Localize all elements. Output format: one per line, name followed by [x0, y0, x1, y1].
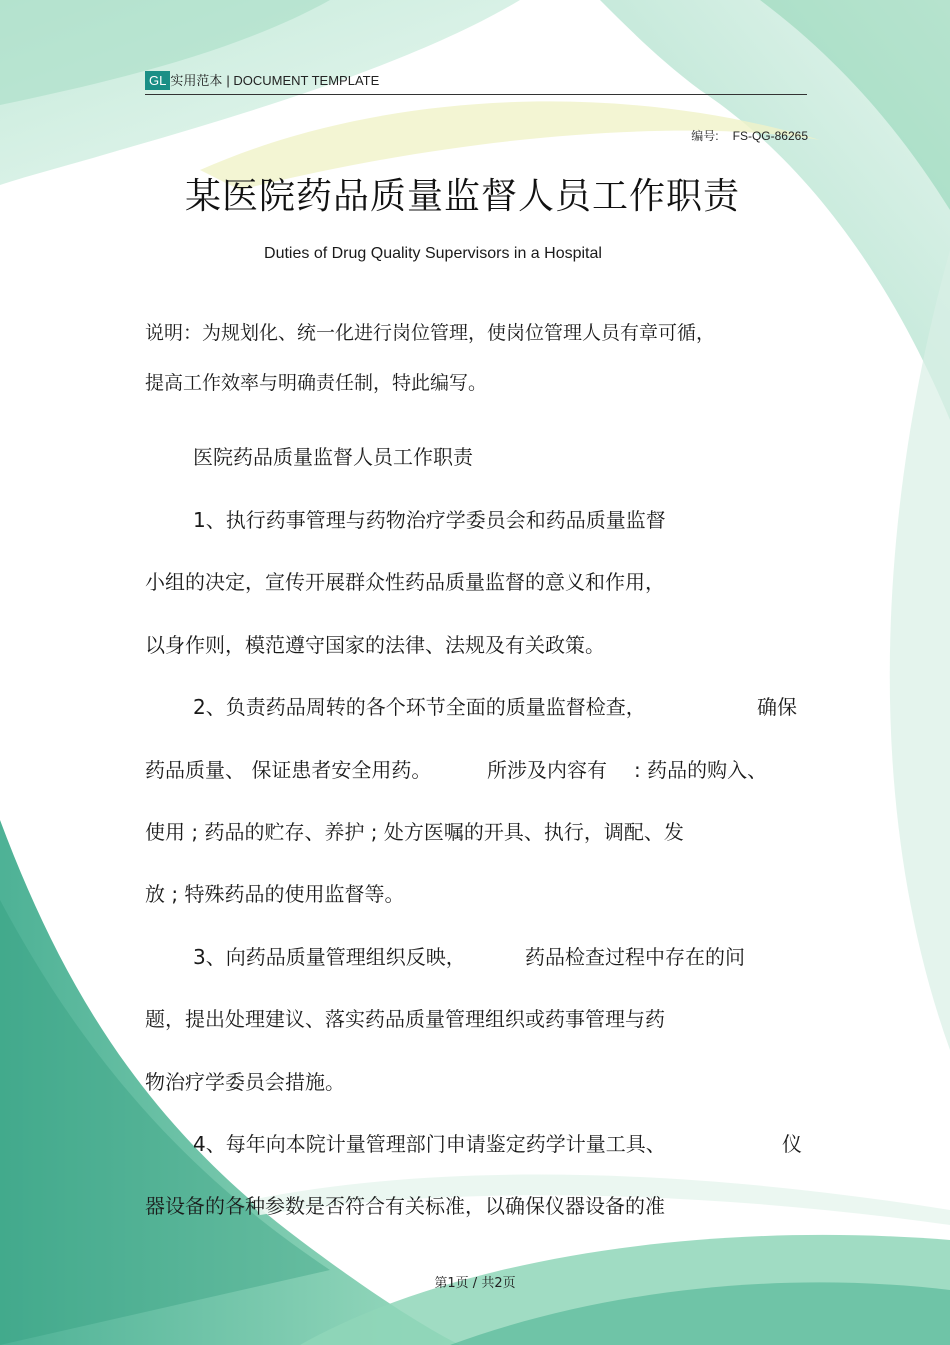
item2-line-3: 使用 ; 药品的贮存、养护 ; 处方医嘱的开具、执行，调配、发 [145, 820, 684, 844]
item3-line-2: 题，提出处理建议、落实药品质量管理组织或药事管理与药 [145, 1007, 665, 1031]
document-number [691, 127, 808, 144]
item3-line-1b: 药品检查过程中存在的问 [525, 945, 745, 969]
item3-line-1a: 3、向药品质量管理组织反映， [193, 945, 466, 969]
gl-logo: GL [145, 71, 170, 90]
item1-line-3: 以身作则，模范遵守国家的法律、法规及有关政策。 [145, 633, 605, 657]
item4-line-1b: 仪 [782, 1132, 802, 1156]
item4-line-1a: 4、每年向本院计量管理部门申请鉴定药学计量工具、 [193, 1132, 666, 1156]
section-heading: 医院药品质量监督人员工作职责 [193, 445, 473, 469]
page-title: 某医院药品质量监督人员工作职责 [184, 176, 740, 217]
item2-line-2b: 所涉及内容有 [487, 758, 607, 782]
item3-line-3: 物治疗学委员会措施。 [145, 1070, 345, 1094]
item2-line-2a: 药品质量、 保证患者安全用药。 [145, 758, 432, 782]
item1-line-1: 1、执行药事管理与药物治疗学委员会和药品质量监督 [193, 508, 666, 532]
doc-number-label: 编号: [691, 129, 719, 143]
item1-line-2: 小组的决定，宣传开展群众性药品质量监督的意义和作用， [145, 570, 665, 594]
page-footer: 第1页 / 共2页 [434, 1276, 516, 1291]
item4-line-2: 器设备的各种参数是否符合有关标准，以确保仪器设备的准 [145, 1194, 665, 1218]
page-subtitle: Duties of Drug Quality Supervisors in a Hospital [264, 245, 602, 262]
template-header [145, 70, 807, 95]
item2-line-1b: 确保 [757, 695, 797, 719]
doc-number-value: FS-QG-86265 [732, 129, 808, 143]
template-text: | DOCUMENT TEMPLATE [226, 73, 380, 88]
brand-text: 实用范本 [170, 73, 223, 88]
item2-line-1a: 2、负责药品周转的各个环节全面的质量监督检查， [193, 695, 646, 719]
intro-line-2: 提高工作效率与明确责任制，特此编写。 [145, 372, 488, 394]
item2-line-4: 放 ; 特殊药品的使用监督等。 [145, 882, 405, 906]
item2-line-2c: : 药品的购入、 [634, 758, 768, 782]
intro-line-1: 说明：为规划化、统一化进行岗位管理，使岗位管理人员有章可循， [145, 322, 716, 344]
